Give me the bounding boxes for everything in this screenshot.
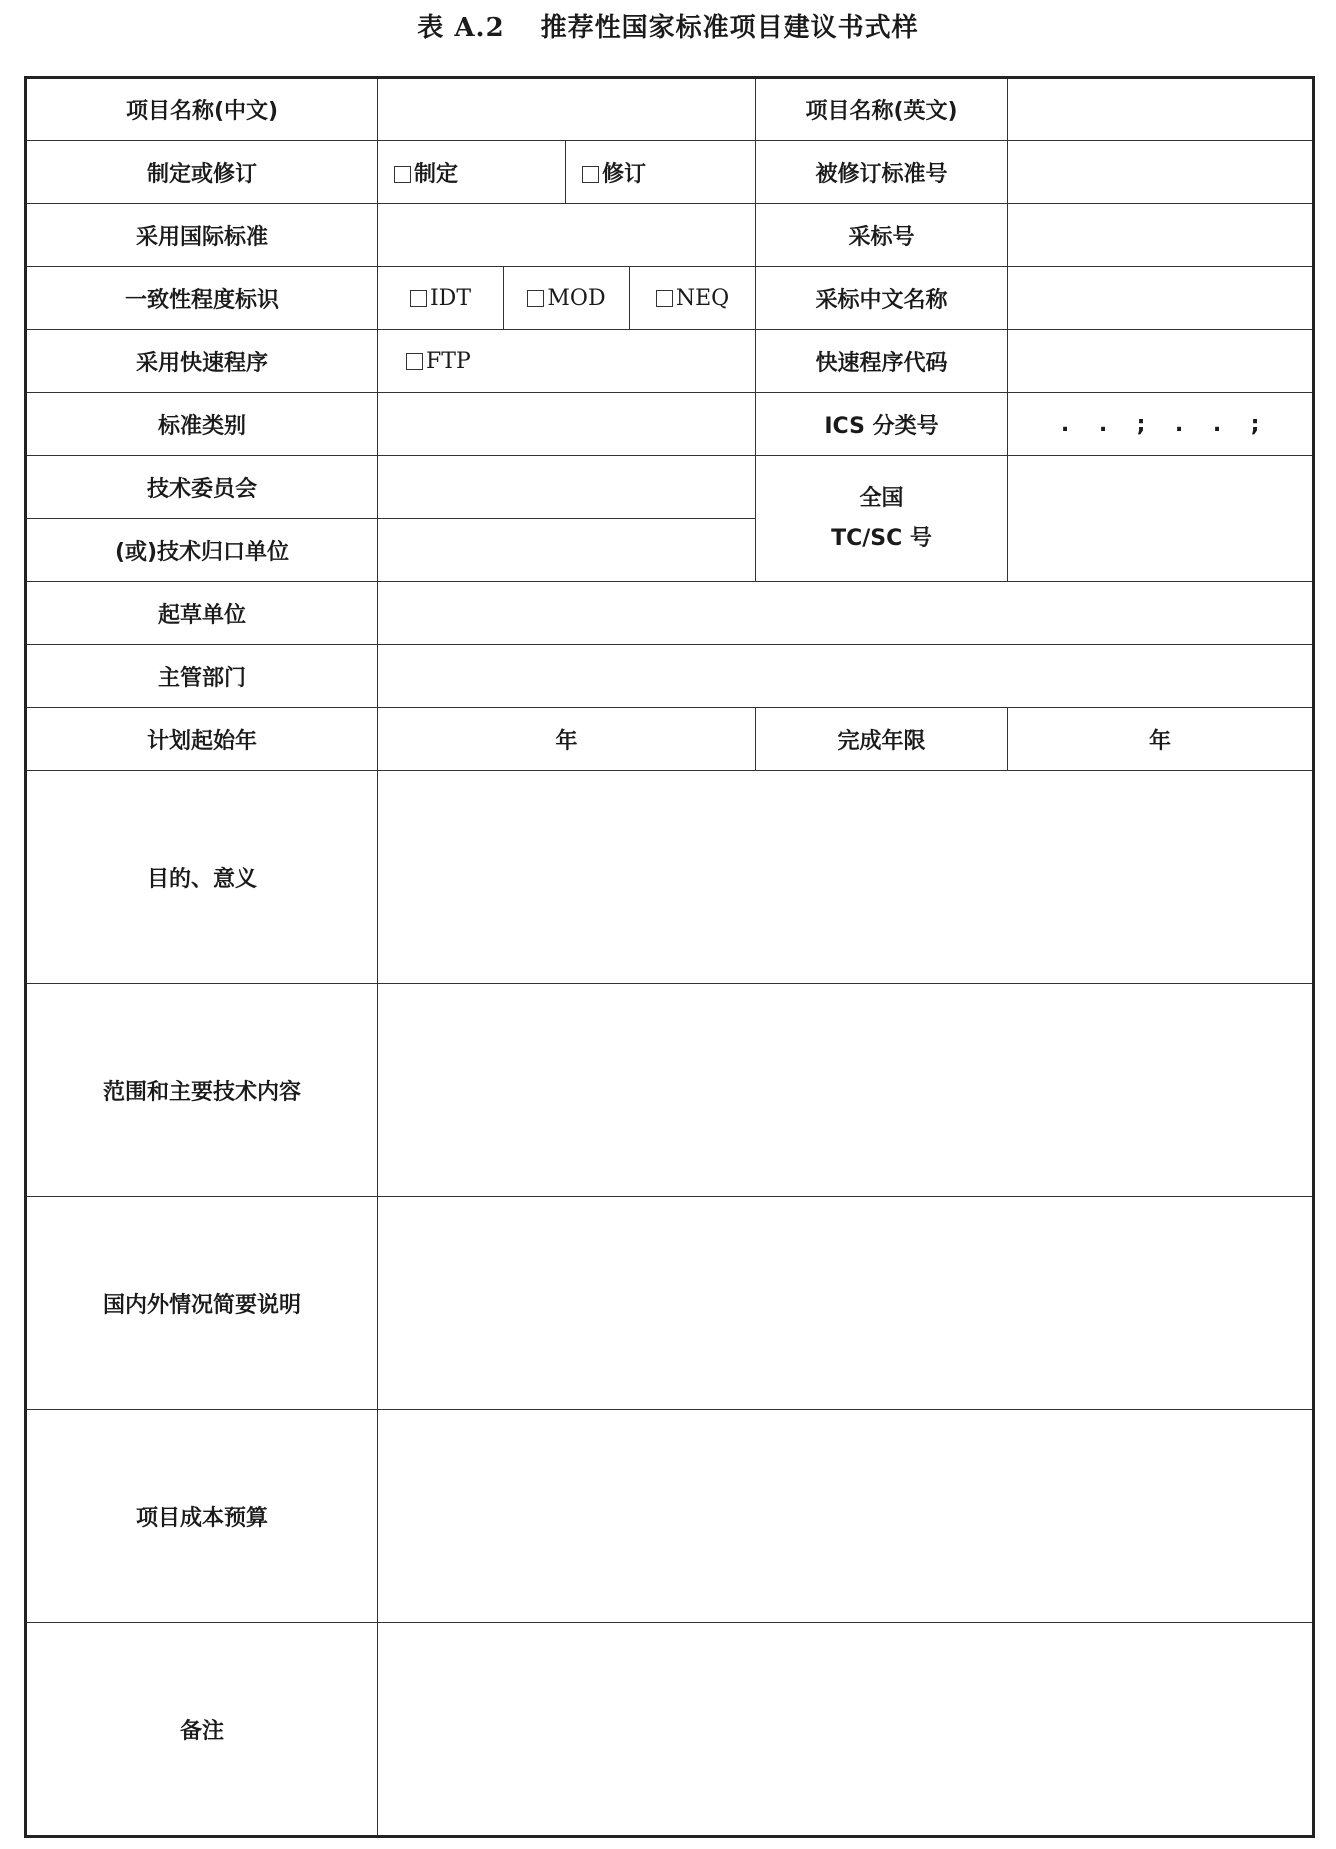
competent-dept-label: 主管部门 <box>26 645 378 708</box>
purpose-label: 目的、意义 <box>26 771 378 984</box>
remarks-field[interactable] <box>378 1623 1314 1837</box>
option-neq-label: NEQ <box>675 285 730 311</box>
purpose-field[interactable] <box>378 771 1314 984</box>
project-name-en-field[interactable] <box>1008 78 1314 141</box>
checkbox-icon[interactable] <box>394 166 411 183</box>
make-or-revise-label: 制定或修订 <box>26 141 378 204</box>
adopt-intl-std-label: 采用国际标准 <box>26 204 378 267</box>
std-category-field[interactable] <box>378 393 756 456</box>
plan-start-year-label: 计划起始年 <box>26 708 378 771</box>
fast-track-code-field[interactable] <box>1008 330 1314 393</box>
national-tc-label-line1: 全国 <box>859 485 904 511</box>
national-tc-label <box>756 456 1008 582</box>
checkbox-icon[interactable] <box>656 290 673 307</box>
proposal-form <box>24 76 1312 1833</box>
project-name-cn-field[interactable] <box>378 78 756 141</box>
scope-label: 范围和主要技术内容 <box>26 984 378 1197</box>
adopt-intl-std-field[interactable] <box>378 204 756 267</box>
option-ftp-cell[interactable] <box>378 330 756 393</box>
adopt-std-no-label: 采标号 <box>756 204 1008 267</box>
tech-dept-field[interactable] <box>378 519 756 582</box>
competent-dept-field[interactable] <box>378 645 1314 708</box>
table-name: 推荐性国家标准项目建议书式样 <box>540 13 919 43</box>
drafting-unit-label: 起草单位 <box>26 582 378 645</box>
ics-mark: ; <box>1136 411 1146 437</box>
option-mod-label: MOD <box>547 285 606 311</box>
option-idt-cell[interactable] <box>378 267 504 330</box>
adopt-std-no-field[interactable] <box>1008 204 1314 267</box>
option-neq-cell[interactable] <box>630 267 756 330</box>
checkbox-icon[interactable] <box>582 166 599 183</box>
option-mod-cell[interactable] <box>504 267 630 330</box>
ics-label: ICS 分类号 <box>756 393 1008 456</box>
domestic-foreign-label: 国内外情况简要说明 <box>26 1197 378 1410</box>
adopt-cn-name-field[interactable] <box>1008 267 1314 330</box>
ics-mark: . <box>1060 411 1070 437</box>
plan-start-year-field[interactable]: 年 <box>378 708 756 771</box>
national-tc-field[interactable] <box>1008 456 1314 582</box>
option-idt-label: IDT <box>429 285 471 311</box>
checkbox-icon[interactable] <box>406 353 423 370</box>
checkbox-icon[interactable] <box>527 290 544 307</box>
fast-track-code-label: 快速程序代码 <box>756 330 1008 393</box>
option-make-label: 制定 <box>414 161 459 187</box>
std-category-label: 标准类别 <box>26 393 378 456</box>
tech-committee-field[interactable] <box>378 456 756 519</box>
fast-track-label: 采用快速程序 <box>26 330 378 393</box>
completion-deadline-label: 完成年限 <box>756 708 1008 771</box>
budget-field[interactable] <box>378 1410 1314 1623</box>
option-ftp-label: FTP <box>426 348 471 374</box>
checkbox-icon[interactable] <box>410 290 427 307</box>
remarks-label: 备注 <box>26 1623 378 1837</box>
budget-label: 项目成本预算 <box>26 1410 378 1623</box>
adopt-cn-name-label: 采标中文名称 <box>756 267 1008 330</box>
option-make-cell[interactable] <box>378 141 566 204</box>
project-name-cn-label: 项目名称(中文) <box>26 78 378 141</box>
consistency-label: 一致性程度标识 <box>26 267 378 330</box>
ics-mark: . <box>1098 411 1108 437</box>
option-revise-cell[interactable] <box>566 141 756 204</box>
tech-committee-label: 技术委员会 <box>26 456 378 519</box>
drafting-unit-field[interactable] <box>378 582 1314 645</box>
national-tc-label-line2: TC/SC 号 <box>831 525 932 551</box>
ics-mark: ; <box>1250 411 1260 437</box>
completion-deadline-field[interactable]: 年 <box>1008 708 1314 771</box>
domestic-foreign-field[interactable] <box>378 1197 1314 1410</box>
project-name-en-label: 项目名称(英文) <box>756 78 1008 141</box>
revised-std-no-field[interactable] <box>1008 141 1314 204</box>
ics-field[interactable] <box>1008 393 1314 456</box>
table-number: 表 A.2 <box>417 13 505 43</box>
document-title <box>0 6 1336 50</box>
tech-dept-label: (或)技术归口单位 <box>26 519 378 582</box>
scope-field[interactable] <box>378 984 1314 1197</box>
proposal-form-table <box>24 76 1315 1838</box>
ics-mark: . <box>1212 411 1222 437</box>
revised-std-no-label: 被修订标准号 <box>756 141 1008 204</box>
option-revise-label: 修订 <box>602 161 647 187</box>
ics-mark: . <box>1174 411 1184 437</box>
